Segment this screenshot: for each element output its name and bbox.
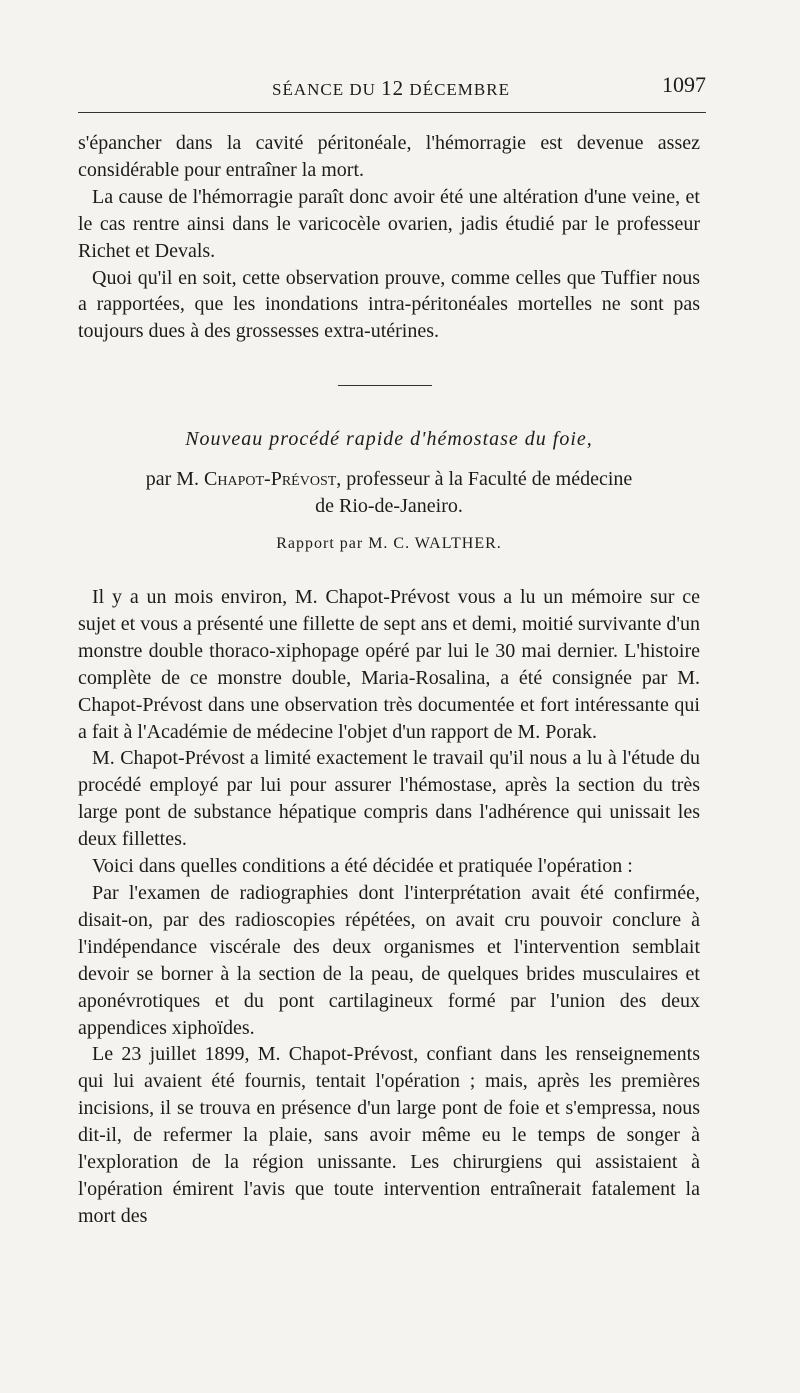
running-head-day: 12 (381, 76, 405, 100)
paragraph: La cause de l'hémorragie paraît donc avoir été une altération d'une veine, et le cas rentre ainsi dans le varicocèle ovarien, jadis étudié par le professeur Richet et Devals. (78, 185, 700, 262)
section-separator (338, 385, 432, 386)
header-rule (78, 112, 706, 113)
author-name: Chapot-Prévost (204, 468, 337, 490)
paragraph: Le 23 juillet 1899, M. Chapot-Prévost, confiant dans les renseignements qui lui avaient été fournis, tentait l'opération ; mais, après les premières incisions, il se trouva en présence d'un large pont de foie et s'empressa, nous dit-il, de refermer la plaie, sans avoir même eu le temps de songer à l'exploration de la région unissante. Les chirurgiens qui assistaient à l'opération émirent l'avis que toute intervention entraînerait fatalement la mort des (78, 1043, 700, 1227)
page-number: 1097 (662, 72, 706, 97)
paragraph: Voici dans quelles conditions a été décidée et pratiquée l'opération : (92, 855, 633, 878)
running-head (76, 72, 706, 102)
paragraph: s'épancher dans la cavité péritonéale, l'hémorragie est devenue assez considérable pour entraîner la mort. (78, 132, 700, 181)
byline-prefix: par M. (145, 468, 205, 490)
article-byline (78, 466, 700, 520)
running-head-title-before: SÉANCE DU (272, 80, 382, 99)
byline-line-2: de Rio-de-Janeiro. (315, 495, 463, 517)
article-body (78, 584, 700, 1230)
paragraph: M. Chapot-Prévost a limité exactement le travail qu'il nous a lu à l'étude du procédé employé par lui pour assurer l'hémostase, après la section du très large pont de substance hépatique compris dans l'adhérence qui unissait les deux fillettes. (78, 747, 700, 851)
author-title: , professeur à la Faculté de médecine (336, 468, 633, 490)
paragraph: Quoi qu'il en soit, cette observation prouve, comme celles que Tuffier nous a rapportées, que les inondations intra-péritonéales mortelles ne sont pas toujours dues à des grossesses extra-utérines. (78, 266, 700, 343)
paragraph: Par l'examen de radiographies dont l'interprétation avait été confirmée, disait-on, par des radioscopies répétées, on avait cru pouvoir conclure à l'indépendance viscérale des deux organismes et l'intervention semblait devoir se borner à la section de la peau, de quelques brides musculaires et aponévrotiques et du pont cartilagineux formé par l'union des deux appendices xiphoïdes. (78, 881, 700, 1039)
article-title: Nouveau procédé rapide d'hémostase du foie, (185, 428, 593, 450)
paragraph: Il y a un mois environ, M. Chapot-Prévost vous a lu un mémoire sur ce sujet et vous a présenté une fillette de sept ans et demi, moitié survivante d'un monstre double thoraco-xiphopage opéré par lui le 30 mai dernier. L'histoire complète de ce monstre double, Maria-Rosalina, a été consignée par M. Chapot-Prévost dans une observation très documentée et fort intéressante qui a fait à l'Académie de médecine l'objet d'un rapport de M. Porak. (78, 586, 700, 743)
intro-text (78, 130, 700, 345)
running-head-title-after: DÉCEMBRE (404, 80, 510, 99)
report-attribution: Rapport par M. C. WALTHER. (276, 535, 502, 552)
byline-line-1 (78, 466, 700, 493)
running-head-title (76, 76, 706, 101)
